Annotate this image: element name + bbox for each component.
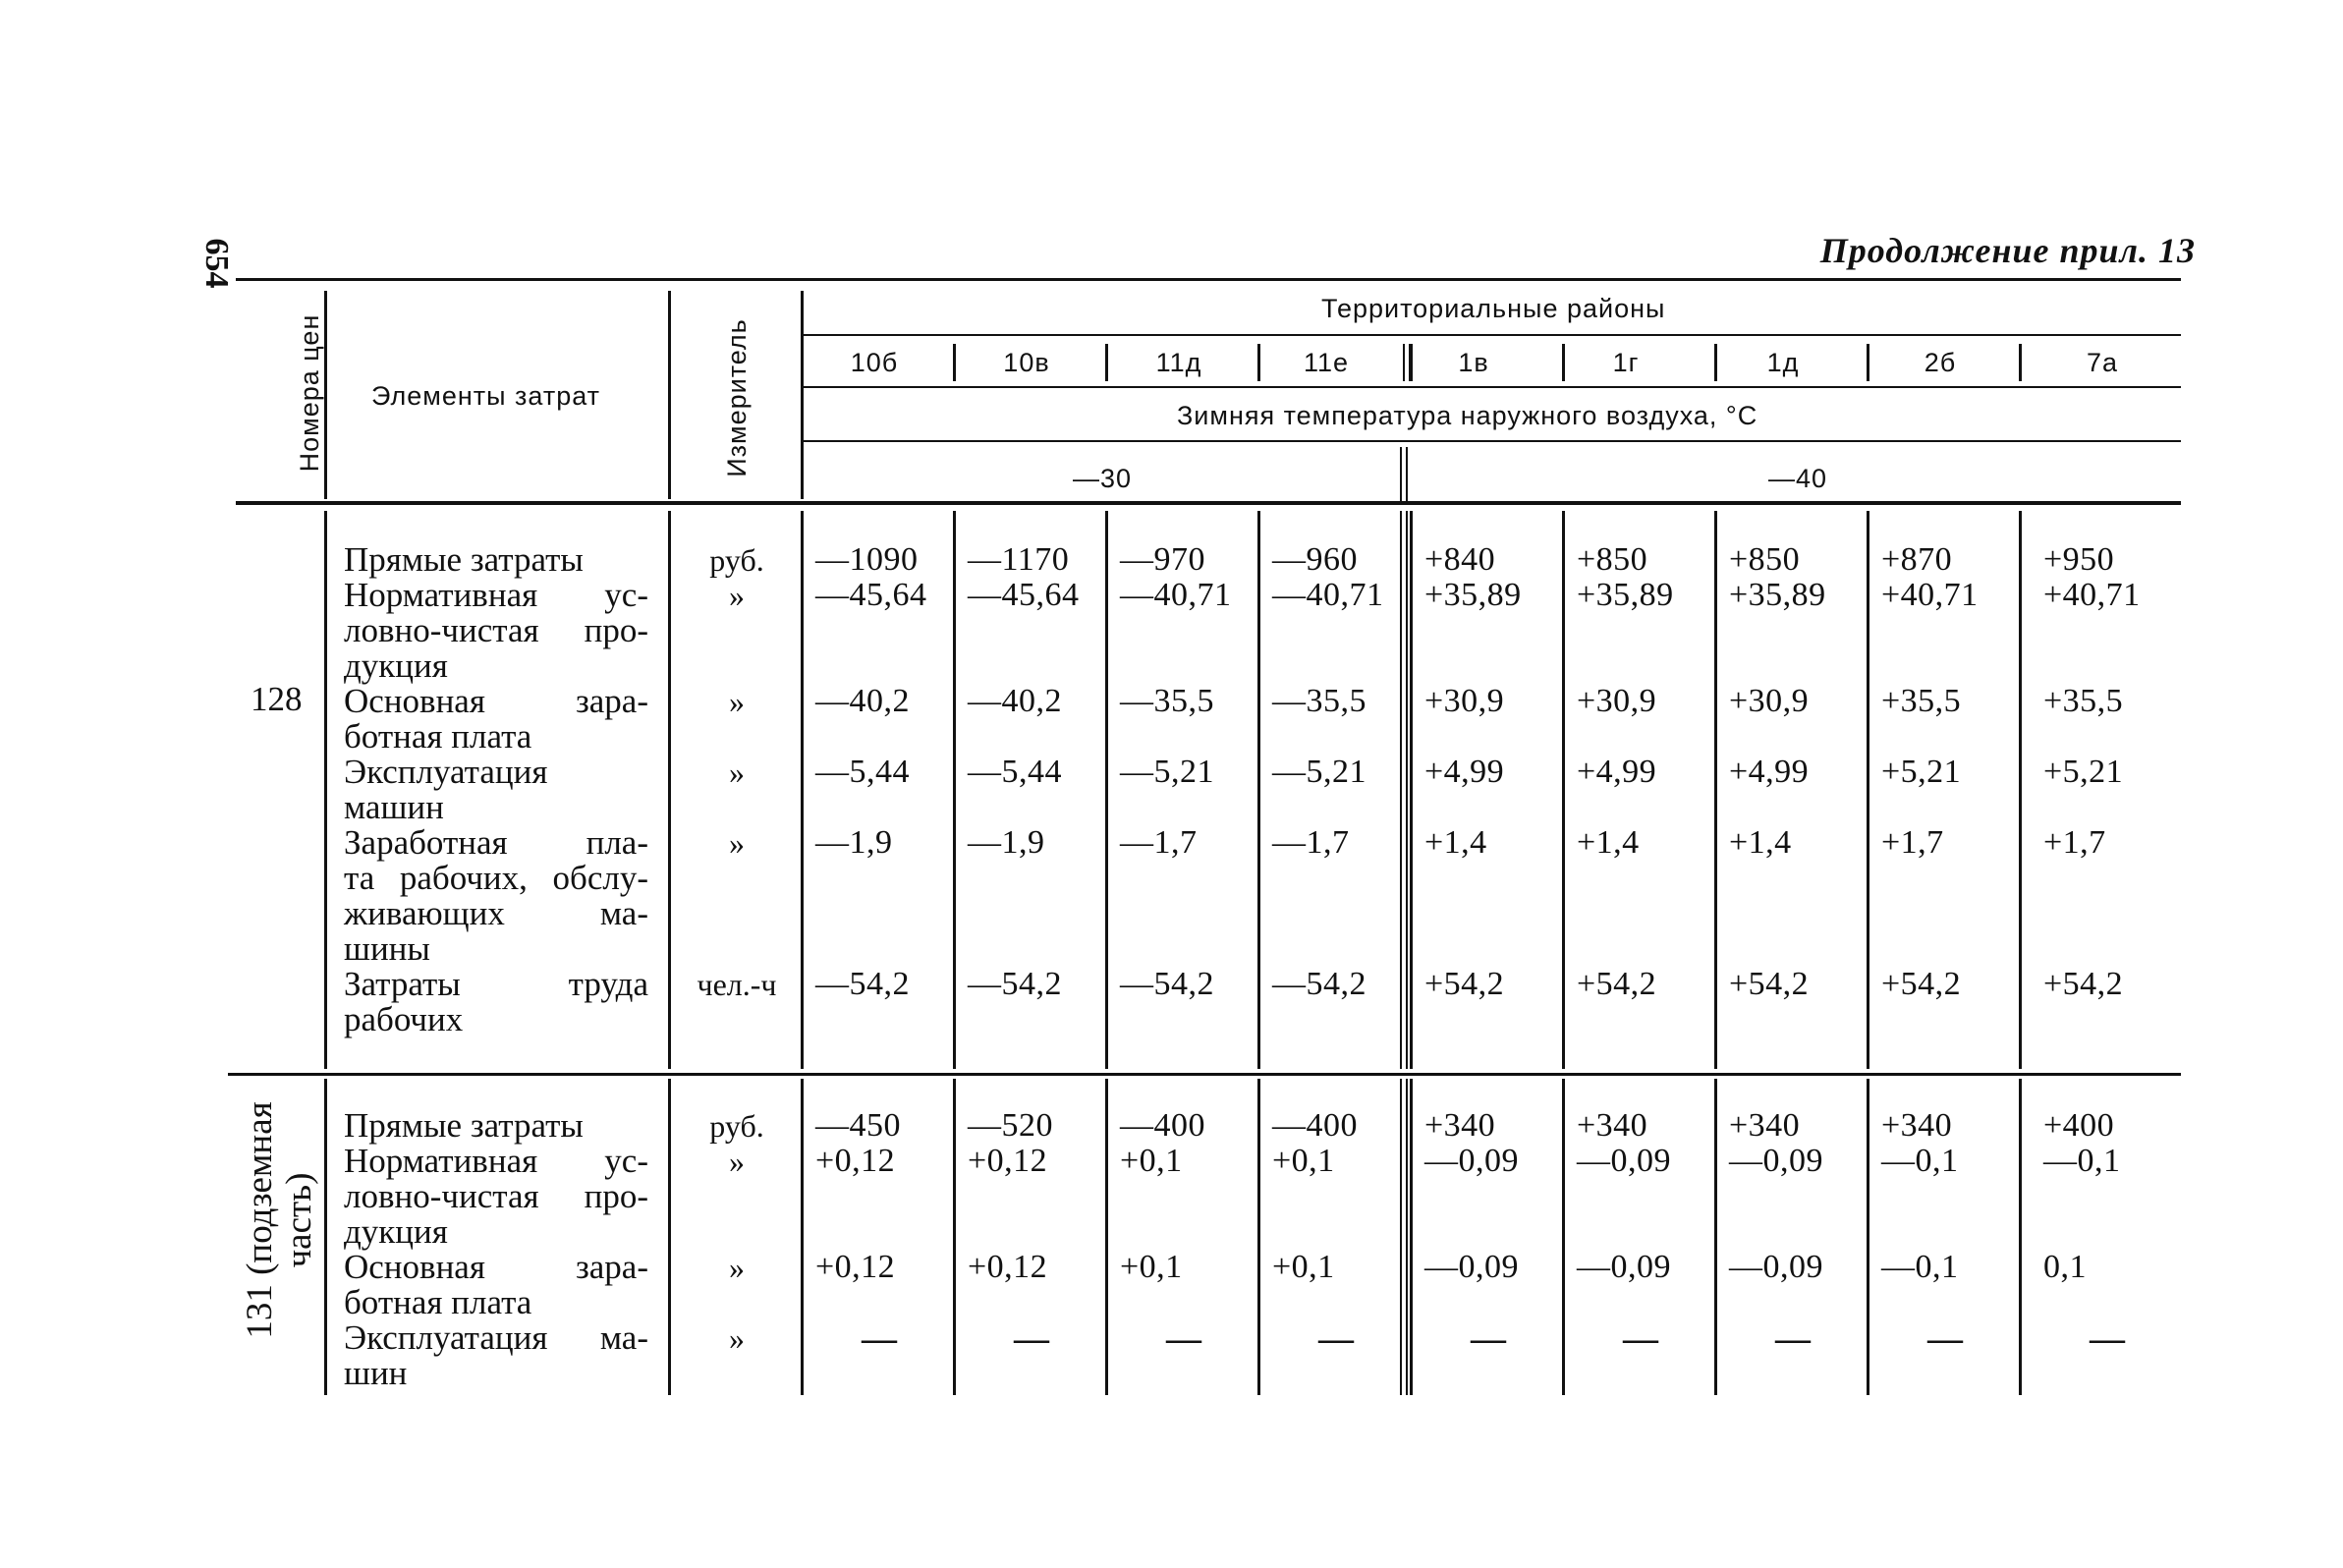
region-sep-header-6 [1867,344,1869,381]
region-header-7: 2б [1924,348,1957,377]
region-sep-body-6 [1867,511,1869,1069]
value-cell: — [862,1318,897,1358]
cost-element-line: машин [344,788,444,826]
value-cell: —40,2 [968,683,1062,719]
value-cell: —520 +0,12 [968,1107,1053,1179]
cost-element-label [344,825,648,967]
header-cost-elements: Элементы затрат [371,381,601,411]
value-cell: — [1318,1318,1354,1358]
cost-element-label [344,1144,648,1250]
region-sep-header-1 [1105,344,1108,381]
region-sep-body-7 [2019,511,2022,1069]
price-number-131-line-1: 131 (подземная [240,1101,280,1339]
region-header-4: 1в [1458,348,1489,377]
region-sep-body-1 [1105,511,1108,1069]
header-unit-label: Измеритель [721,318,752,477]
value-cell: —54,2 [968,966,1062,1002]
cost-element-line: дукция [344,646,448,685]
value-cell: +54,2 [1424,966,1505,1002]
value-cell: +840 +35,89 [1424,541,1522,613]
temp-group-minus-30: —30 [1073,464,1133,493]
value-cell: +340 —0,09 [1729,1107,1823,1179]
value-cell: —1,9 [968,824,1045,861]
value-cell: — [1166,1318,1201,1358]
region-sep-body-2 [1257,511,1260,1069]
region-sep-body2-0 [953,1079,956,1395]
region-sep-body-4 [1562,511,1565,1069]
value-cell: —970 —40,71 [1120,541,1232,613]
cost-element-label [344,1320,648,1391]
cost-element-line: Прямые затраты [344,540,584,579]
value-cell: +1,7 [1881,824,1944,861]
region-sep-body-0 [953,511,956,1069]
region-sep-body2-3 [1410,1079,1413,1395]
double-line-region-b [1409,344,1411,381]
value-cell: +340 —0,09 [1424,1107,1519,1179]
unit-cell: руб. [709,542,764,578]
value-cell: — [1471,1318,1506,1358]
value-cell: 0,1 [2043,1249,2087,1285]
cost-element-line: ловно-чистая про- [344,611,648,649]
continuation-title: Продолжение прил. 13 [1819,231,2196,270]
value-cell: +850 +35,89 [1729,541,1826,613]
price-number-131 [236,1073,324,1368]
col-rule-header-1 [668,291,671,499]
value-cell: +340 —0,1 [1881,1107,1959,1179]
value-cell: —5,44 [815,754,910,790]
region-header-0: 10б [850,348,899,377]
value-cell: +340 —0,09 [1577,1107,1671,1179]
temp-group-minus-40: —40 [1768,464,1828,493]
value-cell: —0,09 [1424,1249,1519,1285]
value-cell: —35,5 [1120,683,1214,719]
region-sep-header-0 [953,344,956,381]
cost-element-line: Затраты труда [344,965,648,1003]
cost-element-label [344,542,584,578]
double-line-body2-1 [1406,1079,1408,1395]
header-price-numbers-label: Номера цен [294,313,324,473]
region-sep-body-5 [1714,511,1717,1069]
value-cell: +850 +35,89 [1577,541,1674,613]
col-rule-body2-1 [668,1079,671,1395]
cost-element-line: Эксплуатация ма- [344,1318,648,1357]
cost-element-label [344,967,648,1037]
region-sep-body2-1 [1105,1079,1108,1395]
region-sep-header-2 [1257,344,1260,381]
cost-element-label [344,1108,584,1144]
col-rule-header-2 [801,291,804,499]
double-line-body-0 [1400,511,1402,1069]
value-cell: —54,2 [1120,966,1214,1002]
price-number-131-line-2: часть) [279,1172,319,1268]
cost-element-line: шины [344,929,430,968]
value-cell: — [1927,1318,1963,1358]
col-rule-body-0 [324,511,327,1069]
cost-element-label [344,578,648,684]
value-cell: +870 +40,71 [1881,541,1979,613]
value-cell: —1,9 [815,824,893,861]
double-line-body2-0 [1400,1079,1402,1395]
region-header-1: 10в [1003,348,1050,377]
region-header-8: 7а [2086,348,2119,377]
page-number: 654 [198,238,235,289]
cost-element-label [344,755,648,825]
region-sep-header-7 [2019,344,2022,381]
value-cell: +0,1 [1120,1249,1183,1285]
value-cell: +400 —0,1 [2043,1107,2121,1179]
region-sep-body2-6 [1867,1079,1869,1395]
value-cell: +30,9 [1577,683,1657,719]
cost-element-line: ловно-чистая про- [344,1177,648,1215]
value-cell: —5,21 [1120,754,1214,790]
region-sep-header-4 [1562,344,1565,381]
double-line-body-1 [1406,511,1408,1069]
header-unit [717,300,756,496]
value-cell: —400 +0,1 [1120,1107,1205,1179]
cost-element-line: Нормативная ус- [344,1142,648,1180]
rule-under-territorial [801,334,2181,336]
value-cell: —40,2 [815,683,910,719]
unit-cell: » [729,684,745,719]
unit-cell: руб. [709,1108,764,1144]
value-cell: +0,12 [968,1249,1048,1285]
value-cell: +4,99 [1577,754,1657,790]
value-cell: +1,4 [1424,824,1487,861]
cost-element-line: та рабочих, обслу- [344,859,648,897]
header-winter-temp: Зимняя температура наружного воздуха, °С [1177,401,1758,430]
region-sep-body2-2 [1257,1079,1260,1395]
cost-element-line: Эксплуатация [344,753,548,791]
unit-cell: » [729,825,745,861]
double-line-temp-1 [1406,447,1408,501]
region-sep-body2-4 [1562,1079,1565,1395]
unit-cell: » [729,1250,745,1285]
col-rule-body-2 [801,511,804,1069]
value-cell: —1170 —45,64 [968,541,1080,613]
value-cell: — [2090,1318,2125,1358]
cost-element-line: живающих ма- [344,894,648,932]
cost-element-line: Прямые затраты [344,1106,584,1145]
value-cell: +1,4 [1577,824,1640,861]
value-cell: —0,09 [1729,1249,1823,1285]
region-header-3: 11е [1303,348,1350,377]
region-header-2: 11д [1155,348,1202,377]
value-cell: +4,99 [1424,754,1505,790]
value-cell: —54,2 [815,966,910,1002]
value-cell: +1,4 [1729,824,1792,861]
unit-cell: » [729,578,745,613]
cost-element-line: рабочих [344,1000,464,1038]
cost-element-label [344,1250,648,1320]
rule-under-winter-temp [801,440,2181,442]
value-cell: —1,7 [1120,824,1198,861]
unit-cell: » [729,1144,745,1179]
value-cell: +30,9 [1729,683,1810,719]
rule-header-bottom [236,501,2181,505]
value-cell: —5,44 [968,754,1062,790]
cost-element-line: Заработная пла- [344,823,648,862]
cost-element-line: Основная зара- [344,682,648,720]
cost-element-line: шин [344,1354,408,1392]
value-cell: — [1014,1318,1049,1358]
region-header-6: 1д [1766,348,1800,377]
value-cell: —960 —40,71 [1272,541,1384,613]
value-cell: +54,2 [1577,966,1657,1002]
cost-element-line: Основная зара- [344,1248,648,1286]
value-cell: +0,12 [815,1249,896,1285]
rule-under-regions [801,386,2181,388]
unit-cell: » [729,755,745,790]
region-sep-body2-5 [1714,1079,1717,1395]
rule-top [236,278,2181,281]
region-sep-header-5 [1714,344,1717,381]
value-cell: —0,09 [1577,1249,1671,1285]
cost-element-line: дукция [344,1212,448,1251]
cost-element-line: ботная плата [344,1283,532,1321]
value-cell: — [1623,1318,1658,1358]
header-territorial-regions: Территориальные районы [1321,294,1666,323]
col-rule-body2-2 [801,1079,804,1395]
region-sep-body2-7 [2019,1079,2022,1395]
double-line-temp-0 [1400,447,1402,501]
value-cell: —1,7 [1272,824,1350,861]
value-cell: +54,2 [1729,966,1810,1002]
region-header-5: 1г [1612,348,1640,377]
value-cell: —1090 —45,64 [815,541,927,613]
value-cell: —400 +0,1 [1272,1107,1358,1179]
unit-cell: » [729,1320,745,1356]
value-cell: —54,2 [1272,966,1367,1002]
value-cell: +35,5 [2043,683,2124,719]
header-price-numbers [290,295,329,491]
value-cell: —5,21 [1272,754,1367,790]
value-cell: —0,1 [1881,1249,1959,1285]
value-cell: — [1775,1318,1811,1358]
value-cell: —35,5 [1272,683,1367,719]
price-number-128: 128 [251,680,303,718]
value-cell: +30,9 [1424,683,1505,719]
col-rule-body-1 [668,511,671,1069]
value-cell: +1,7 [2043,824,2106,861]
value-cell: +54,2 [1881,966,1962,1002]
unit-cell: чел.-ч [697,967,777,1002]
value-cell: +35,5 [1881,683,1962,719]
value-cell: —450 +0,12 [815,1107,901,1179]
col-rule-body2-0 [324,1079,327,1395]
value-cell: +54,2 [2043,966,2124,1002]
double-line-region-a [1403,344,1405,381]
value-cell: +5,21 [2043,754,2124,790]
value-cell: +950 +40,71 [2043,541,2141,613]
value-cell: +5,21 [1881,754,1962,790]
rule-block-separator [228,1073,2181,1076]
value-cell: +4,99 [1729,754,1810,790]
cost-element-line: ботная плата [344,717,532,756]
value-cell: +0,1 [1272,1249,1335,1285]
cost-element-label [344,684,648,755]
cost-element-line: Нормативная ус- [344,576,648,614]
region-sep-body-3 [1410,511,1413,1069]
